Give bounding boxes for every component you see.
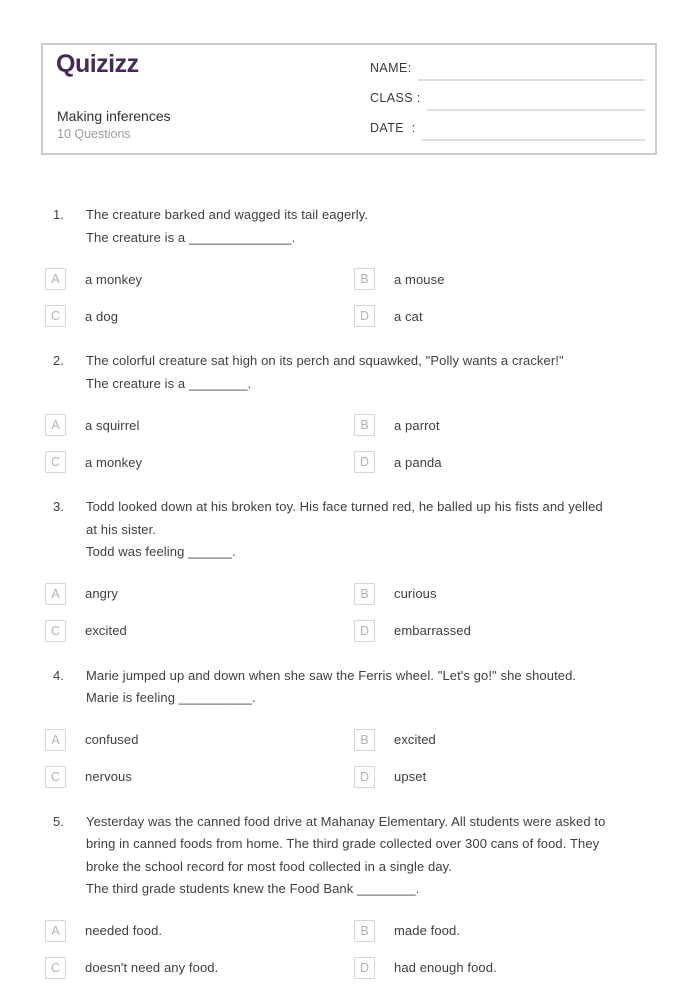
answer-option-c[interactable]: [45, 451, 354, 473]
question-1-stem: [45, 204, 657, 249]
answer-option-d[interactable]: [354, 451, 657, 473]
question-count: 10 Questions: [57, 127, 131, 141]
answer-option-b[interactable]: [354, 583, 657, 605]
option-letter-box[interactable]: A: [45, 414, 66, 436]
option-text: confused: [85, 732, 139, 747]
question-text: [86, 496, 657, 564]
answer-option-d[interactable]: [354, 957, 657, 979]
option-text: a parrot: [394, 417, 440, 433]
name-write-in-line[interactable]: [418, 58, 645, 81]
question-line: Marie jumped up and down when she saw the Ferris wheel. "Let's go!" she shouted.: [86, 667, 577, 683]
option-text: excited: [394, 732, 436, 747]
answer-option-d[interactable]: [354, 620, 657, 642]
question-number: 1.: [53, 207, 64, 222]
option-text: angry: [85, 586, 119, 601]
question-line: bring in canned foods from home. The third grade collected over 300 cans of food. They: [86, 836, 600, 851]
question-3-stem: [45, 496, 657, 564]
answer-option-a[interactable]: [45, 414, 354, 436]
answer-option-b[interactable]: [354, 414, 657, 436]
answer-option-c[interactable]: [45, 620, 354, 642]
question-line: Todd looked down at his broken toy. His face turned red, he balled up his fists and yelled: [86, 499, 603, 514]
question-number: 3.: [53, 499, 64, 514]
question-number: 2.: [53, 353, 64, 368]
option-letter-box[interactable]: A: [45, 729, 66, 751]
option-letter-box[interactable]: B: [354, 583, 375, 605]
question-5-stem: [45, 811, 657, 901]
option-text: nervous: [85, 769, 132, 784]
option-text: had enough food.: [394, 960, 497, 975]
option-letter-box[interactable]: A: [45, 268, 66, 290]
question-2-options: [45, 414, 657, 473]
question-line: The creature barked and wagged its tail eagerly.: [86, 207, 369, 222]
option-text: made food.: [394, 923, 461, 938]
quizizz-logo: Quizizz: [56, 50, 139, 78]
option-text: a squirrel: [85, 417, 140, 433]
name-label: NAME:: [370, 61, 412, 75]
question-4-options: [45, 729, 657, 788]
worksheet-header: [41, 43, 657, 155]
option-letter-box[interactable]: D: [354, 305, 375, 327]
option-letter-box[interactable]: D: [354, 620, 375, 642]
option-letter-box[interactable]: A: [45, 920, 66, 942]
question-line: Yesterday was the canned food drive at Mahanay Elementary. All students were asked to: [86, 813, 606, 829]
question-5: [45, 811, 657, 979]
question-text: [86, 665, 657, 710]
option-text: excited: [85, 623, 127, 638]
name-field: [370, 58, 645, 79]
option-letter-box[interactable]: A: [45, 583, 66, 605]
question-line: The creature is a ______________.: [86, 229, 296, 245]
question-line: Todd was feeling ______.: [86, 544, 236, 559]
answer-option-a[interactable]: [45, 729, 354, 751]
answer-option-b[interactable]: [354, 920, 657, 942]
question-3: [45, 496, 657, 642]
option-text: upset: [394, 769, 427, 784]
answer-option-b[interactable]: [354, 729, 657, 751]
answer-option-c[interactable]: [45, 766, 354, 788]
question-4: [45, 665, 657, 788]
option-text: embarrassed: [394, 623, 471, 638]
option-text: a dog: [85, 308, 119, 324]
question-2: [45, 350, 657, 473]
question-line: Marie is feeling __________.: [86, 690, 256, 705]
question-5-options: [45, 920, 657, 979]
question-line: The colorful creature sat high on its perch and squawked, "Polly wants a cracker!": [86, 353, 564, 368]
option-letter-box[interactable]: C: [45, 305, 66, 327]
answer-option-d[interactable]: [354, 305, 657, 327]
answer-option-c[interactable]: [45, 305, 354, 327]
class-write-in-line[interactable]: [427, 88, 645, 111]
question-line: The creature is a ________.: [86, 375, 252, 391]
date-write-in-line[interactable]: [422, 118, 645, 141]
question-number: 5.: [53, 813, 64, 829]
option-text: a mouse: [394, 271, 445, 287]
option-text: a monkey: [85, 271, 143, 287]
question-line: at his sister.: [86, 521, 157, 537]
option-letter-box[interactable]: D: [354, 766, 375, 788]
answer-option-a[interactable]: [45, 920, 354, 942]
option-letter-box[interactable]: B: [354, 920, 375, 942]
option-letter-box[interactable]: C: [45, 620, 66, 642]
option-text: doesn't need any food.: [85, 960, 219, 975]
option-letter-box[interactable]: D: [354, 957, 375, 979]
question-2-stem: [45, 350, 657, 395]
option-letter-box[interactable]: B: [354, 414, 375, 436]
option-letter-box[interactable]: C: [45, 766, 66, 788]
question-1: [45, 204, 657, 327]
answer-option-d[interactable]: [354, 766, 657, 788]
option-letter-box[interactable]: B: [354, 268, 375, 290]
option-text: a cat: [394, 308, 423, 324]
question-text: [86, 811, 657, 901]
answer-option-c[interactable]: [45, 957, 354, 979]
answer-option-b[interactable]: [354, 268, 657, 290]
class-label: CLASS :: [370, 91, 421, 105]
question-text: [86, 350, 657, 395]
option-text: curious: [394, 586, 437, 601]
option-text: a panda: [394, 454, 442, 470]
option-text: a monkey: [85, 454, 143, 470]
date-field: [370, 118, 645, 139]
worksheet-title: Making inferences: [57, 108, 171, 124]
answer-option-a[interactable]: [45, 268, 354, 290]
question-line: The third grade students knew the Food Bank ________.: [86, 881, 420, 896]
option-letter-box[interactable]: B: [354, 729, 375, 751]
question-line: broke the school record for most food collected in a single day.: [86, 858, 453, 874]
date-label: DATE :: [370, 121, 416, 135]
question-3-options: [45, 583, 657, 642]
option-letter-box[interactable]: D: [354, 451, 375, 473]
option-letter-box[interactable]: C: [45, 957, 66, 979]
option-letter-box[interactable]: C: [45, 451, 66, 473]
option-text: needed food.: [85, 923, 163, 938]
answer-option-a[interactable]: [45, 583, 354, 605]
question-1-options: [45, 268, 657, 327]
questions-list: [45, 204, 657, 1002]
question-text: [86, 204, 657, 249]
question-4-stem: [45, 665, 657, 710]
class-field: [370, 88, 645, 109]
question-number: 4.: [53, 667, 64, 683]
